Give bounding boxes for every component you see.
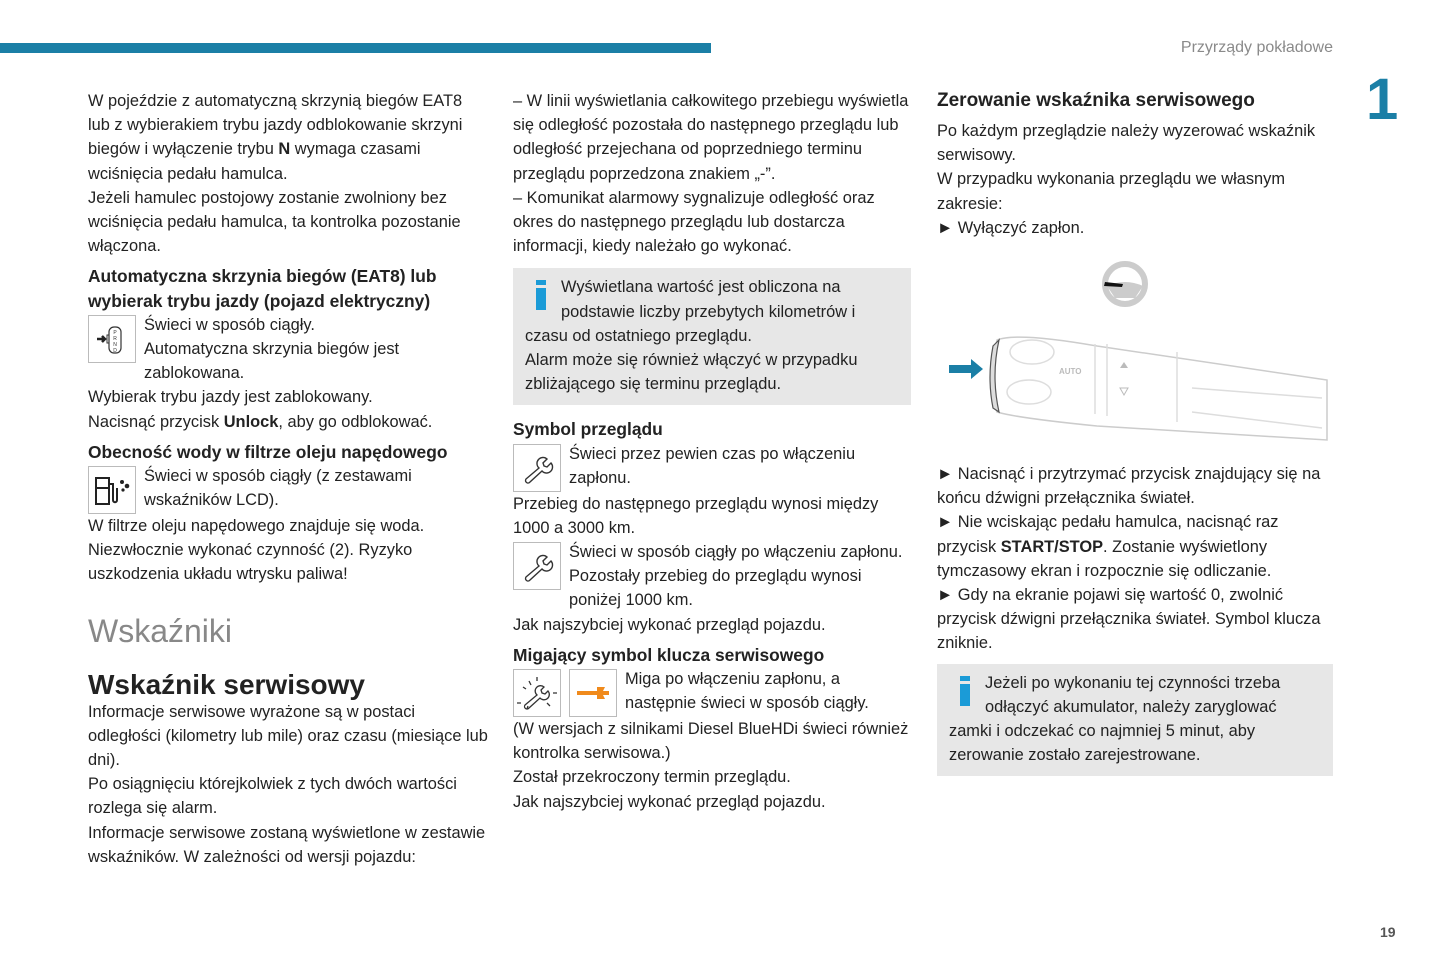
step: ► Wyłączyć zapłon. bbox=[937, 218, 1085, 237]
paragraph: Jak najszybciej wykonać przegląd pojazdu. bbox=[513, 615, 826, 634]
bullet-icon: ► bbox=[937, 218, 954, 237]
paragraph: Automatyczna skrzynia biegów jest zablokowana. bbox=[144, 340, 400, 383]
paragraph: Świeci w sposób ciągły. bbox=[144, 315, 315, 334]
paragraph: Niezwłocznie wykonać czynność (2). Ryzyko uszkodzenia układu wtrysku paliwa! bbox=[88, 541, 413, 584]
heading-reset-service: Zerowanie wskaźnika serwisowego bbox=[937, 90, 1255, 111]
paragraph: W filtrze oleju napędowego znajduje się woda. bbox=[88, 517, 425, 536]
paragraph: Został przekroczony termin przeglądu. bbox=[513, 768, 791, 787]
info-icon bbox=[959, 676, 971, 706]
list-item: – Komunikat alarmowy sygnalizuje odległość oraz okres do następnego przeglądu lub dostarcza informacji, kiedy należało go wykonać. bbox=[513, 188, 875, 256]
gear-selector-lock-icon bbox=[88, 315, 136, 363]
header-accent-bar bbox=[0, 43, 711, 53]
paragraph: Wybierak trybu jazdy jest zablokowany. bbox=[88, 388, 373, 407]
heading-eat8: Automatyczna skrzynia biegów (EAT8) lub wybierak trybu jazdy (pojazd elektryczny) bbox=[88, 266, 437, 311]
paragraph: Świeci w sposób ciągły po włączeniu zapłonu. Pozostały przebieg do przeglądu wynosi poniżej 1000 km. bbox=[569, 543, 903, 610]
paragraph: W przypadku wykonania przeglądu we własnym zakresie: bbox=[937, 170, 1286, 213]
steering-wheel-icon bbox=[1104, 264, 1145, 304]
arrow-icon bbox=[949, 359, 983, 379]
paragraph: Jeżeli hamulec postojowy zostanie zwolniony bez wciśnięcia pedału hamulca, ta kontrolka pozostanie włączona. bbox=[88, 188, 461, 256]
running-header: Przyrządy pokładowe bbox=[1180, 39, 1333, 56]
flashing-wrench-icon bbox=[513, 669, 561, 717]
heading-flashing-wrench: Migający symbol klucza serwisowego bbox=[513, 644, 825, 665]
column-3 bbox=[937, 89, 1333, 776]
step: ► Nie wciskając pedału hamulca, nacisnąć raz przycisk START/STOP. Zostanie wyświetlony tymczasowy ekran i rozpocznie się odliczanie. bbox=[937, 513, 1279, 580]
heading-service-symbol: Symbol przeglądu bbox=[513, 419, 663, 440]
subsection-title: Wskaźnik serwisowy bbox=[88, 668, 366, 700]
column-1 bbox=[88, 89, 488, 869]
paragraph: Miga po włączeniu zapłonu, a następnie świeci w sposób ciągły. bbox=[625, 670, 869, 713]
step: ► Gdy na ekranie pojawi się wartość 0, zwolnić przycisk dźwigni przełącznika świateł. Symbol klucza zniknie. bbox=[937, 586, 1321, 653]
svg-text:N: N bbox=[113, 341, 117, 348]
info-icon bbox=[535, 280, 547, 310]
wrench-icon bbox=[513, 444, 561, 492]
paragraph: Jak najszybciej wykonać przegląd pojazdu. bbox=[513, 792, 826, 811]
info-box bbox=[513, 268, 911, 405]
paragraph: Informacje serwisowe zostaną wyświetlone w zestawie wskaźników. W zależności od wersji pojazdu: bbox=[88, 823, 486, 866]
paragraph: Po osiągnięciu którejkolwiek z tych dwóch wartości rozlega się alarm. bbox=[88, 775, 457, 818]
orange-wrench-icon bbox=[569, 669, 617, 717]
paragraph: Przebieg do następnego przeglądu wynosi między 1000 a 3000 km. bbox=[513, 494, 879, 537]
heading-water-in-filter: Obecność wody w filtrze oleju napędowego bbox=[88, 441, 448, 462]
svg-text:D: D bbox=[113, 347, 117, 354]
svg-text:AUTO: AUTO bbox=[1059, 367, 1082, 377]
step: ► Nacisnąć i przytrzymać przycisk znajdujący się na końcu dźwigni przełącznika świateł. bbox=[937, 465, 1321, 508]
column-2 bbox=[513, 89, 911, 814]
paragraph: (W wersjach z silnikami Diesel BlueHDi świeci również kontrolka serwisowa.) bbox=[513, 720, 909, 763]
paragraph: Świeci w sposób ciągły (z zestawami wskaźników LCD). bbox=[144, 467, 412, 510]
svg-text:R: R bbox=[113, 335, 117, 342]
paragraph: Nacisnąć przycisk Unlock, aby go odblokować. bbox=[88, 412, 433, 431]
info-box bbox=[937, 664, 1333, 777]
paragraph: Po każdym przeglądzie należy wyzerować wskaźnik serwisowy. bbox=[937, 122, 1316, 165]
info-text: Jeżeli po wykonaniu tej czynności trzeba odłączyć akumulator, należy zaryglować zamki i odczekać co najmniej 5 minut, aby zerowanie zostało zarejestrowane. bbox=[949, 673, 1281, 765]
svg-text:P: P bbox=[113, 329, 117, 336]
paragraph: W pojeździe z automatyczną skrzynią biegów EAT8 lub z wybierakiem trybu jazdy odblokowanie skrzyni biegów i wyłączenie trybu N wymaga czasami wciśnięcia pedału hamulca. bbox=[88, 92, 463, 183]
light-stalk-illustration bbox=[937, 240, 1333, 462]
info-text: Wyświetlana wartość jest obliczona na podstawie liczby przebytych kilometrów i czasu od ostatniego przeglądu. bbox=[525, 278, 856, 345]
water-in-fuel-icon bbox=[88, 466, 136, 514]
list-item: – W linii wyświetlania całkowitego przebiegu wyświetla się odległość pozostała do następnego przeglądu lub odległość przejechana od poprzedniego terminu przeglądu poprzedzona znakiem „-”. bbox=[513, 92, 909, 183]
page-number: 19 bbox=[1380, 924, 1396, 940]
chapter-number: 1 bbox=[1366, 67, 1399, 132]
info-text: Alarm może się również włączyć w przypadku zbliżającego się terminu przeglądu. bbox=[525, 351, 858, 394]
paragraph: Informacje serwisowe wyrażone są w postaci odległości (kilometry lub mile) oraz czasu (miesiące lub dni). bbox=[88, 702, 488, 770]
section-title: Wskaźniki bbox=[88, 612, 233, 649]
wrench-icon bbox=[513, 542, 561, 590]
paragraph: Świeci przez pewien czas po włączeniu zapłonu. bbox=[569, 444, 856, 487]
